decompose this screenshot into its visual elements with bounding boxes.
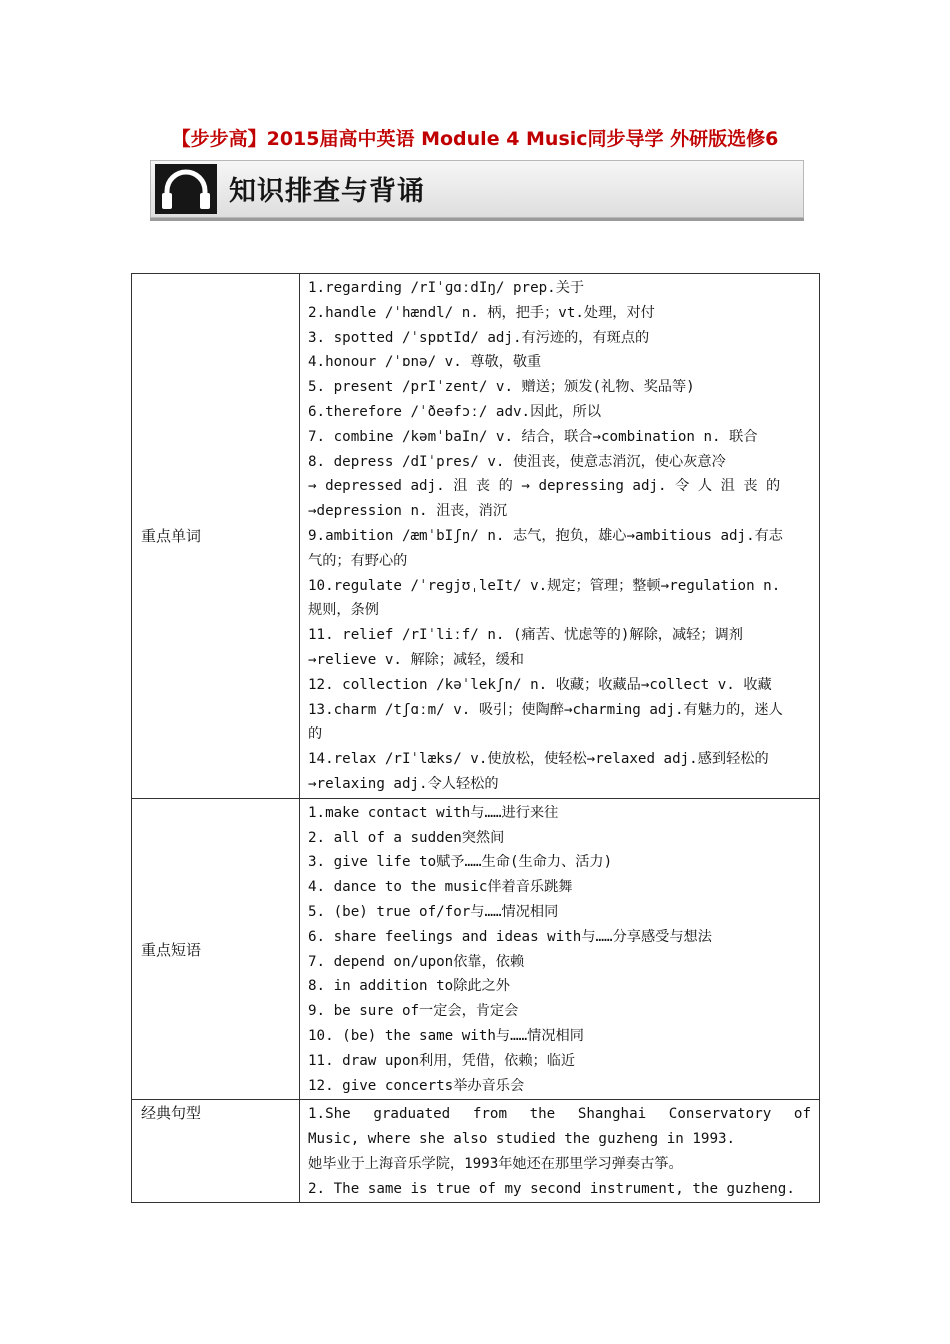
list-item: 5. present /prIˈzent/ v. 赠送；颁发(礼物、奖品等) [308, 379, 695, 396]
content-cell [300, 798, 820, 1100]
document-title: 【步步高】2015届高中英语 Module 4 Music同步导学 外研版选修6 [171, 128, 779, 150]
list-item: 她毕业于上海音乐学院，1993年她还在那里学习弹奏古筝。 [308, 1155, 683, 1172]
list-item: 12. collection /kəˈlekʃn/ n. 收藏；收藏品→collect v. 收藏 [308, 676, 772, 693]
table-row [132, 1100, 820, 1203]
list-item: 规则，条例 [308, 602, 379, 619]
list-item: 气的；有野心的 [308, 552, 408, 569]
list-item: 1.make contact with与……进行来往 [308, 804, 559, 821]
list-item: 2. all of a sudden突然间 [308, 829, 505, 846]
category-cell: 经典句型 [132, 1100, 300, 1203]
list-item: 2. The same is true of my second instrument, the guzheng. [308, 1180, 795, 1197]
list-item: →relieve v. 解除；减轻，缓和 [308, 651, 524, 668]
content-cell [300, 274, 820, 799]
list-item: 10. (be) the same with与……情况相同 [308, 1027, 584, 1044]
list-item: →depression n. 沮丧，消沉 [308, 503, 508, 520]
list-item: 8. depress /dIˈpres/ v. 使沮丧，使意志消沉，使心灰意冷 [308, 453, 726, 470]
list-item: 11. relief /rIˈliːf/ n. (痛苦、忧虑等的)解除，减轻；调剂 [308, 627, 743, 644]
list-item: 2.handle /ˈhændl/ n. 柄，把手；vt.处理，对付 [308, 304, 655, 321]
list-item: 6. share feelings and ideas with与……分享感受与想法 [308, 928, 712, 945]
list-item: 4.honour /ˈɒnə/ v. 尊敬，敬重 [308, 354, 542, 371]
list-item: 10.regulate /ˈreɡjʊˌleIt/ v.规定；管理；整顿→regulation n. [308, 577, 781, 594]
category-cell: 重点短语 [132, 798, 300, 1100]
list-item: 6.therefore /ˈðeəfɔː/ adv.因此，所以 [308, 403, 602, 420]
list-item: 3. give life to赋予……生命(生命力、活力) [308, 854, 613, 871]
list-item: 8. in addition to除此之外 [308, 978, 510, 995]
list-item: 14.relax /rIˈlæks/ v.使放松，使轻松→relaxed adj.感到轻松的 [308, 751, 769, 768]
list-item: Music, where she also studied the guzheng in 1993. [308, 1131, 736, 1148]
table-row [132, 798, 820, 1100]
list-item: 9. be sure of一定会，肯定会 [308, 1003, 519, 1020]
banner-title: 知识排查与背诵 [229, 176, 425, 207]
table-row [132, 274, 820, 799]
list-item: 4. dance to the music伴着音乐跳舞 [308, 879, 573, 896]
headphones-icon [155, 164, 217, 214]
list-item: 5. (be) true of/for与……情况相同 [308, 903, 559, 920]
content-cell [300, 1100, 820, 1203]
list-item: 7. depend on/upon依靠，依赖 [308, 953, 525, 970]
list-item: 12. give concerts举办音乐会 [308, 1077, 525, 1094]
section-banner [150, 160, 804, 218]
list-item: 3. spotted /ˈspɒtId/ adj.有污迹的，有斑点的 [308, 329, 650, 346]
category-cell: 重点单词 [132, 274, 300, 799]
list-item: → depressed adj. 沮 丧 的 → depressing adj. 令 人 沮 丧 的 [308, 478, 781, 495]
vocab-table [131, 273, 820, 1203]
list-item: 的 [308, 726, 323, 743]
list-item: 7. combine /kəmˈbaIn/ v. 结合，联合→combination n. 联合 [308, 428, 758, 445]
list-item: →relaxing adj.令人轻松的 [308, 775, 499, 792]
list-item: 1.regarding /rIˈɡɑːdIŋ/ prep.关于 [308, 280, 585, 296]
list-item: 13.charm /tʃɑːm/ v. 吸引；使陶醉→charming adj.有魅力的，迷人 [308, 701, 783, 718]
list-item: 9.ambition /æmˈbIʃn/ n. 志气，抱负，雄心→ambitious adj.有志 [308, 527, 783, 544]
list-item: 11. draw upon利用，凭借，依赖；临近 [308, 1052, 576, 1069]
list-item: 1.She graduated from the Shanghai Conservatory of [308, 1106, 811, 1123]
